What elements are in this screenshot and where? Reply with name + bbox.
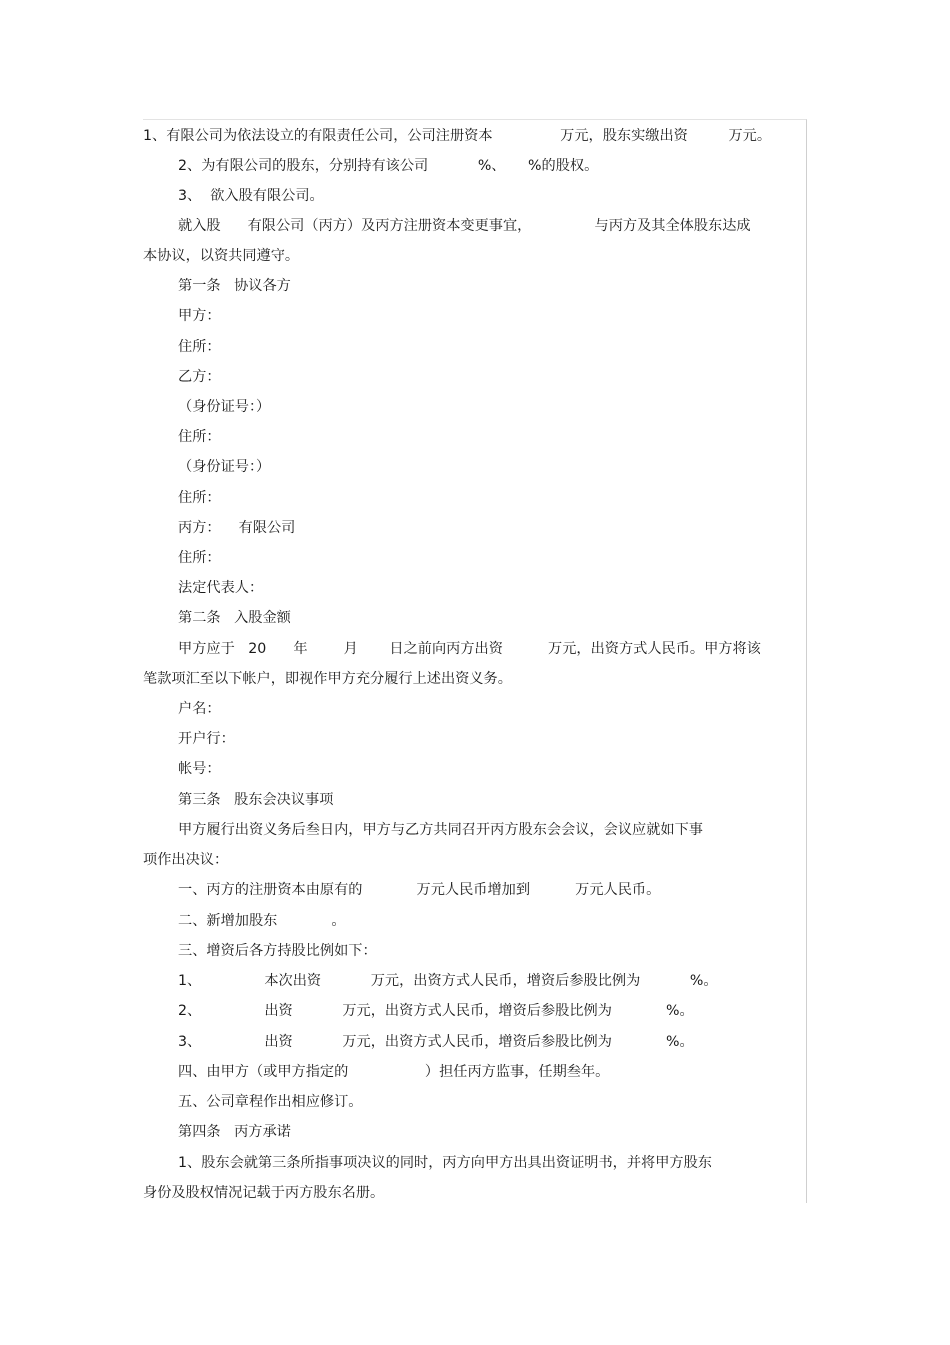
party-field: 法定代表人： xyxy=(178,580,264,596)
clause-paragraph: 就入股 有限公司（丙方）及丙方注册资本变更事宜， 与丙方及其全体股东达成 xyxy=(178,218,751,234)
party-field: 丙方： 有限公司 xyxy=(178,520,296,536)
shareholding-item: 1、 本次出资 万元，出资方式人民币，增资后参股比例为 %。 xyxy=(178,973,718,989)
party-field: 住所： xyxy=(178,339,221,355)
party-field: 住所： xyxy=(178,550,221,566)
party-field: 甲方： xyxy=(178,308,221,324)
resolution-item: 二、新增加股东 。 xyxy=(178,913,346,929)
clause-paragraph: 项作出决议： xyxy=(143,852,229,868)
party-field: （身份证号：） xyxy=(178,459,271,475)
clause-paragraph: 笔款项汇至以下帐户，即视作甲方充分履行上述出资义务。 xyxy=(143,671,512,687)
account-field: 户名： xyxy=(178,701,221,717)
party-field: 乙方： xyxy=(178,369,221,385)
party-field: （身份证号：） xyxy=(178,399,271,415)
clause-paragraph: 甲方履行出资义务后叁日内，甲方与乙方共同召开丙方股东会会议，会议应就如下事 xyxy=(178,822,703,838)
resolution-item: 四、由甲方（或甲方指定的 ）担任丙方监事，任期叁年。 xyxy=(178,1064,610,1080)
party-field: 住所： xyxy=(178,490,221,506)
clause-paragraph: 1、有限公司为依法设立的有限责任公司，公司注册资本 万元，股东实缴出资 万元。 xyxy=(143,128,772,144)
clause-paragraph: 1、股东会就第三条所指事项决议的同时，丙方向甲方出具出资证明书，并将甲方股东 xyxy=(178,1155,712,1171)
resolution-item: 五、公司章程作出相应修订。 xyxy=(178,1094,363,1110)
clause-paragraph: 本协议，以资共同遵守。 xyxy=(143,248,300,264)
account-field: 帐号： xyxy=(178,761,221,777)
clause-paragraph: 3、 欲入股有限公司。 xyxy=(178,188,324,204)
article-heading: 第三条 股东会决议事项 xyxy=(178,792,334,808)
account-field: 开户行： xyxy=(178,731,235,747)
clause-paragraph: 甲方应于 20 年 月 日之前向丙方出资 万元，出资方式人民币。甲方将该 xyxy=(178,641,761,657)
clause-paragraph: 2、为有限公司的股东，分别持有该公司 %、 %的股权。 xyxy=(178,158,599,174)
article-heading: 第四条 丙方承诺 xyxy=(178,1124,291,1140)
shareholding-item: 3、 出资 万元，出资方式人民币，增资后参股比例为 %。 xyxy=(178,1034,694,1050)
resolution-item: 一、丙方的注册资本由原有的 万元人民币增加到 万元人民币。 xyxy=(178,882,661,898)
resolution-item: 三、增资后各方持股比例如下： xyxy=(178,943,377,959)
clause-paragraph: 身份及股权情况记载于丙方股东名册。 xyxy=(143,1185,385,1201)
article-heading: 第二条 入股金额 xyxy=(178,610,291,626)
shareholding-item: 2、 出资 万元，出资方式人民币，增资后参股比例为 %。 xyxy=(178,1003,694,1019)
party-field: 住所： xyxy=(178,429,221,445)
article-heading: 第一条 协议各方 xyxy=(178,278,291,294)
